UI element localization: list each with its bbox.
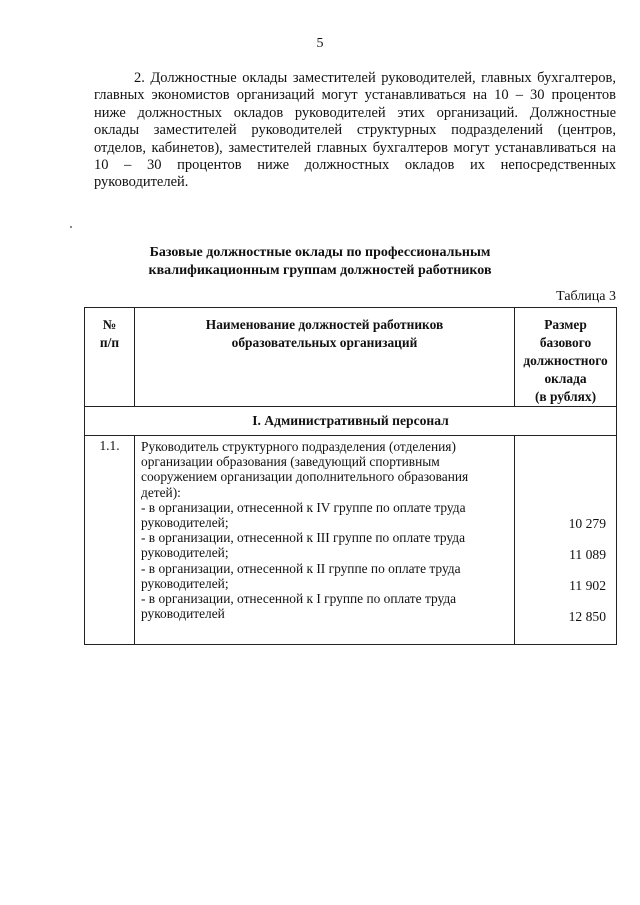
header-number <box>85 308 135 407</box>
header-salary-line: оклада <box>544 371 587 386</box>
header-salary-line: Размер <box>544 317 587 332</box>
row-number: 1.1. <box>85 436 135 645</box>
salary-amount: 12 850 <box>568 609 606 624</box>
salary-amount: 11 902 <box>569 578 606 593</box>
table-title-line-2: квалификационным группам должностей работников <box>148 263 492 278</box>
header-salary-line: (в рублях) <box>534 389 597 404</box>
salary-table <box>84 307 617 645</box>
header-salary-line: базового <box>539 335 592 350</box>
table-title <box>0 244 640 280</box>
section-row <box>85 407 617 436</box>
row-item: - в организации, отнесенной к IV группе по оплате труда руководителей; <box>141 499 466 531</box>
row-item: - в организации, отнесенной к I группе по оплате труда руководителей <box>141 591 457 622</box>
table-title-line-1: Базовые должностные оклады по профессиональным <box>149 245 491 260</box>
header-number-line: № <box>102 317 117 332</box>
row-intro: Руководитель структурного подразделения (отделения) организации образования (заведующий спортивным сооружением организации дополнительного образования детей): <box>141 439 469 500</box>
table-row <box>85 436 617 645</box>
row-salaries <box>515 436 617 645</box>
header-name-line: образовательных организаций <box>231 335 418 350</box>
header-number-line: п/п <box>99 335 120 350</box>
header-salary-line: должностного <box>523 353 608 368</box>
header-name-line: Наименование должностей работников <box>205 317 444 332</box>
row-description <box>135 436 515 645</box>
scan-speck <box>70 226 72 228</box>
row-item: - в организации, отнесенной к II группе по оплате труда руководителей; <box>141 560 461 591</box>
page-number: 5 <box>316 36 324 51</box>
header-position-name <box>135 308 515 407</box>
salary-amount: 10 279 <box>568 516 606 531</box>
table-label: Таблица 3 <box>556 289 616 304</box>
header-salary <box>515 308 617 407</box>
body-paragraph: 2. Должностные оклады заместителей руководителей, главных бухгалтеров, главных экономистов организаций могут устанавливаться на 10 – 30 процентов ниже должностных окладов руководителей этих организаций. Должностные оклады заместителей руководителей структурных подразделений (центров, отделов, кабинетов), заместителей главных бухгалтеров могут устанавливаться на 10 – 30 процентов ниже должностных окладов их непосредственных руководителей. <box>94 70 616 191</box>
row-item: - в организации, отнесенной к III группе по оплате труда руководителей; <box>141 530 466 561</box>
salary-amount: 11 089 <box>569 547 606 562</box>
table-header-row <box>85 308 617 407</box>
section-title: I. Административный персонал <box>85 407 617 436</box>
